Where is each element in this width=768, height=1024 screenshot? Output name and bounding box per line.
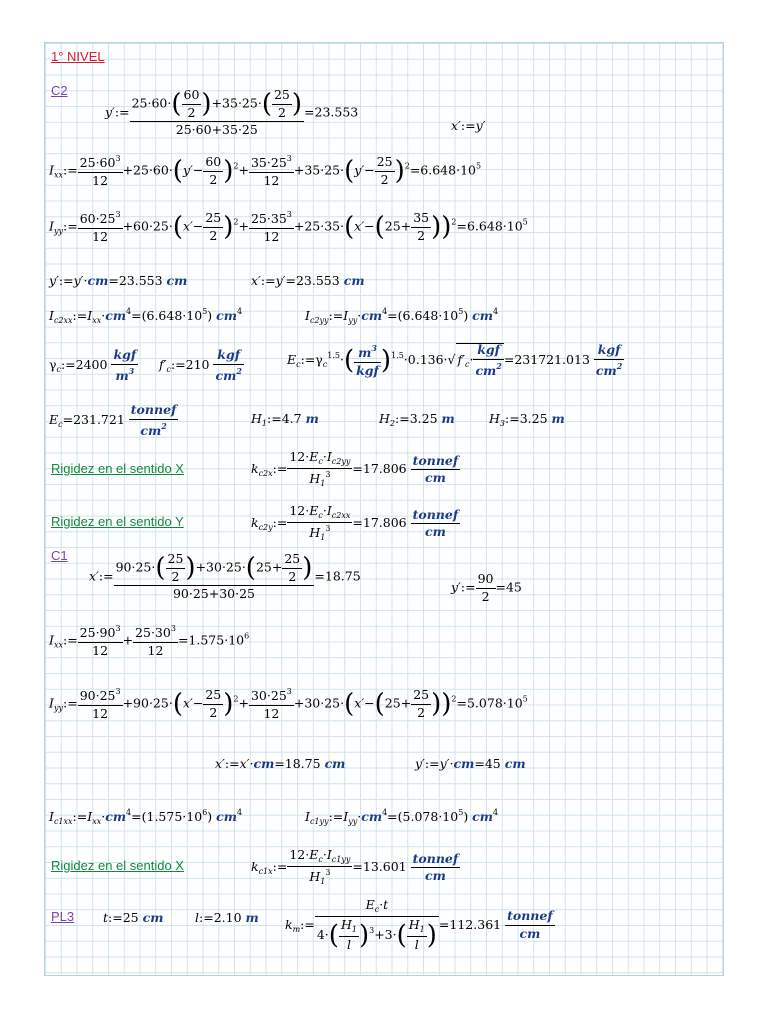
- km-value: 112.361: [449, 916, 502, 932]
- t-value: 25: [122, 910, 139, 925]
- c1-x-cm-equation: x′:=x′·cm=18.75 cm: [215, 756, 346, 771]
- km-equation: $k_m:=$ $E_c\cdot t$ 4·( $\frac{H_1}{l}$ )$^3$+3·( $\frac{H_1}{l}$ ) =112.361 $\frac{\text{tonnef}}{cm}$: [285, 897, 553, 952]
- c2-iyy-value: 6.648: [466, 218, 503, 234]
- c1-iyy-equation: $I_{yy}:=$ $\frac{90\cdot 25^3}{12}$ +90·25·(x′− $\frac{25}{2}$ )$^2$+ $\frac{30\cdot 25^3}{12}$ +30·25·(x′−(25+ $\frac{25}{2}$ ))$^2=5.078\cdot 10^5$: [49, 687, 528, 721]
- h2-equation: $H_2:=3.25$ m: [379, 411, 455, 428]
- ic1yy-equation: $I_{c1yy}:=I_{yy}\cdot cm^4=(5.078\cdot 10^5)$ $cm^4$: [305, 808, 499, 826]
- ic2xx-equation: $I_{c2xx}:=I_{xx}\cdot cm^4=(6.648\cdot 10^5)$ $cm^4$: [49, 307, 243, 325]
- rigidez-x-c2-heading[interactable]: Rigidez en el sentido X: [51, 461, 184, 476]
- c2-y-cm-value: 23.553: [118, 273, 163, 288]
- ic2yy-value: 6.648: [402, 308, 439, 323]
- c1-iyy-value: 5.078: [466, 695, 503, 711]
- section-c1-heading[interactable]: C1: [51, 548, 68, 563]
- ic2yy-equation: $I_{c2yy}:=I_{yy}\cdot cm^4=(6.648\cdot 10^5)$ $cm^4$: [305, 307, 499, 325]
- h1-equation: $H_1:=4.7$ m: [251, 411, 319, 428]
- h3-value: 3.25: [519, 411, 548, 426]
- c1-ixx-equation: $I_{xx}:=$ $\frac{25\cdot 90^3}{12}$ + $\frac{25\cdot 30^3}{12}$ $=1.575\cdot 10^6$: [49, 624, 250, 658]
- h3-equation: $H_3:=3.25$ m: [489, 411, 565, 428]
- fc-value: 210: [185, 357, 210, 372]
- c2-ixx-value: 6.648: [420, 162, 457, 178]
- ec-tonnef-value: 231.721: [73, 412, 125, 427]
- kc2x-equation: $k_{c2x}:=$ $\frac{12\cdot E_c\cdot I_{c2yy}}{H_1^3}$ =17.806 $\frac{\text{tonnef}}{cm}$: [251, 449, 459, 488]
- worksheet: [44, 42, 724, 976]
- l-value: 2.10: [213, 910, 242, 925]
- c1-centroid-x-equation: x′:= 90·25·( $\frac{25}{2}$ )+30·25·(25+ $\frac{25}{2}$ ) 90·25+30·25 =18.75: [89, 551, 361, 601]
- kc2y-equation: $k_{c2y}:=$ $\frac{12\cdot E_c\cdot I_{c2xx}}{H_1^3}$ =17.806 $\frac{\text{tonnef}}{cm}$: [251, 503, 459, 542]
- ec-tonnef-equation: $E_c=231.721$ $\frac{\text{tonnef}}{cm^2}$: [49, 402, 177, 438]
- c2-y-cm-equation: y′:=y′·cm=23.553 cm: [49, 273, 188, 288]
- c2-x-cm-equation: x′:=y′=23.553 cm: [251, 273, 365, 288]
- rigidez-y-c2-heading[interactable]: Rigidez en el sentido Y: [51, 514, 184, 529]
- c2-ybar-value: 23.553: [314, 104, 359, 120]
- c1-xbar-value: 18.75: [324, 568, 361, 584]
- ic1yy-value: 5.078: [402, 809, 439, 824]
- c2-x-equals-y: x′:=y′: [451, 118, 486, 133]
- c2-iyy-equation: $I_{yy}:=$ $\frac{60\cdot 25^3}{12}$ +60·25·(x′− $\frac{25}{2}$ )$^2$+ $\frac{25\cdot 35^3}{12}$ +25·35·(x′−(25+ $\frac{35}{2}$ ))$^2=6.648\cdot 10^5$: [49, 210, 528, 244]
- h2-value: 3.25: [409, 411, 438, 426]
- c1-y-cm-value: 45: [484, 756, 501, 771]
- fc-equation: $f'_c:=210$ $\frac{\text{kgf}}{cm^2}$: [159, 347, 242, 383]
- kc1x-value: 13.601: [362, 859, 407, 874]
- kc1x-equation: $k_{c1x}:=$ $\frac{12\cdot E_c\cdot I_{c1yy}}{H_1^3}$ =13.601 $\frac{\text{tonnef}}{cm}$: [251, 847, 459, 886]
- rigidez-x-c1-heading[interactable]: Rigidez en el sentido X: [51, 858, 184, 873]
- ic1xx-value: 1.575: [146, 809, 183, 824]
- ic2xx-value: 6.648: [146, 308, 183, 323]
- l-equation: l:=2.10 m: [195, 910, 259, 925]
- c1-ybar-value: 45: [505, 579, 522, 595]
- ec-kgf-value: 231721.013: [514, 352, 590, 367]
- t-equation: t:=25 cm: [103, 910, 164, 925]
- gamma-c-equation: $\gamma_c:=2400$ $\frac{\text{kgf}}{m^3}$: [49, 347, 137, 383]
- ec-equation: $E_c:=\gamma_c^{1.5}\cdot$( $\frac{m^3}{\text{kgf}}$ )$^{1.5}$·0.136·√ $f'_c\cdot$ $\frac{\text{kgf}}{cm^2}$ =231721.013 $\frac{\text{kgf}}{cm^2}$: [287, 342, 623, 378]
- ic1xx-equation: $I_{c1xx}:=I_{xx}\cdot cm^4=(1.575\cdot 10^6)$ $cm^4$: [49, 808, 243, 826]
- c2-ixx-equation: $I_{xx}:=$ $\frac{25\cdot 60^3}{12}$ +25·60·(y′− $\frac{60}{2}$ )$^2$+ $\frac{35\cdot 25^3}{12}$ +35·25·(y′− $\frac{25}{2}$ )$^2=6.648\cdot 10^5$: [49, 154, 482, 188]
- c2-centroid-y-equation: y′:= 25·60·( $\frac{60}{2}$ )+35·25·( $\frac{25}{2}$ ) 25·60+35·25 =23.553: [105, 87, 359, 137]
- c1-y-cm-equation: y′:=y′·cm=45 cm: [415, 756, 526, 771]
- section-c2-heading[interactable]: C2: [51, 83, 68, 98]
- c1-centroid-y-equation: y′:= $\frac{90}{2}$ =45: [451, 571, 522, 604]
- kc2y-value: 17.806: [362, 515, 407, 530]
- c2-x-cm-value: 23.553: [295, 273, 340, 288]
- section-pl3-heading[interactable]: PL3: [51, 909, 75, 924]
- c1-ixx-value: 1.575: [188, 632, 225, 648]
- gamma-c-value: 2400: [75, 357, 108, 372]
- c1-x-cm-value: 18.75: [284, 756, 321, 771]
- kc2x-value: 17.806: [362, 461, 407, 476]
- h1-value: 4.7: [281, 411, 302, 426]
- level-heading[interactable]: 1° NIVEL: [51, 49, 105, 64]
